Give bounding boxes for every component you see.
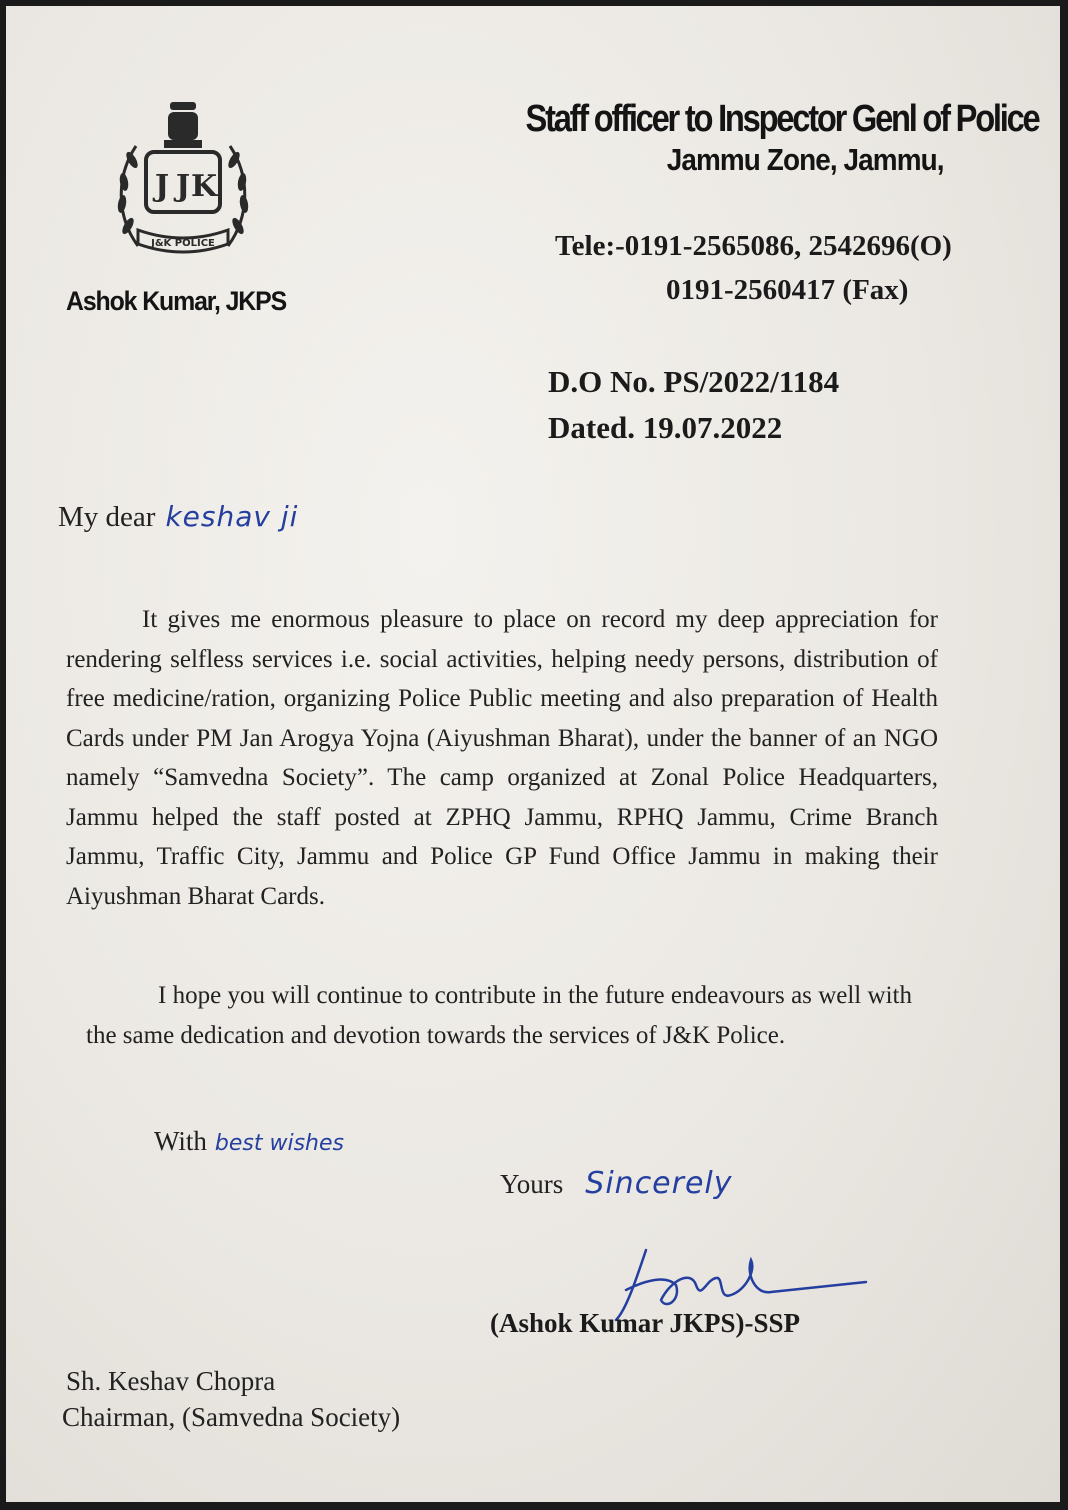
telephone-numbers: Tele:-0191-2565086, 2542696(O) [555,230,952,262]
recipient-name: Sh. Keshav Chopra [66,1366,276,1396]
svg-text:J: J [154,169,170,204]
salutation-printed: My dear [58,501,156,533]
salutation-handwritten-name: keshav ji [165,500,299,533]
closing-yours-handwritten: Sincerely [585,1166,733,1201]
letter-date: Dated. 19.07.2022 [548,410,783,445]
salutation [58,500,298,534]
office-location: Jammu Zone, Jammu, [667,142,944,177]
letter-page [6,6,1060,1502]
sender-name: Ashok Kumar, JKPS [66,286,287,316]
closing-with [154,1126,344,1157]
svg-text:J: J [175,169,191,204]
svg-text:J&K POLICE: J&K POLICE [151,238,215,249]
signatory-name: (Ashok Kumar JKPS)-SSP [490,1308,801,1338]
police-emblem-icon [108,96,258,266]
body-paragraph-1: It gives me enormous pleasure to place on record my deep appreciation for rendering selfless services i.e. social activities, helping needy persons, distribution of free medicine/ration, organizing Police Public meeting and also preparation of Health Cards under PM Jan Arogya Yojna (Aiyushman Bharat), under the banner of an NGO namely “Samvedna Society”. The camp organized at Zonal Police Headquarters, Jammu helped the staff posted at ZPHQ Jammu, RPHQ Jammu, Crime Branch Jammu, Traffic City, Jammu and Police GP Fund Office Jammu in making their Aiyushman Bharat Cards. [66,606,938,910]
do-number: D.O No. PS/2022/1184 [548,364,840,399]
body-paragraph-2: I hope you will continue to contribute in the future endeavours as well with the same dedication and devotion towards the services of J&K Police. [86,982,912,1049]
closing-yours [500,1166,733,1201]
recipient-designation: Chairman, (Samvedna Society) [62,1402,401,1432]
fax-number: 0191-2560417 (Fax) [666,274,909,306]
closing-yours-printed: Yours [500,1169,564,1199]
closing-with-handwritten: best wishes [214,1131,344,1156]
closing-with-printed: With [154,1126,207,1156]
svg-text:K: K [190,169,218,204]
office-title: Staff officer to Inspector Genl of Police [525,98,1038,140]
